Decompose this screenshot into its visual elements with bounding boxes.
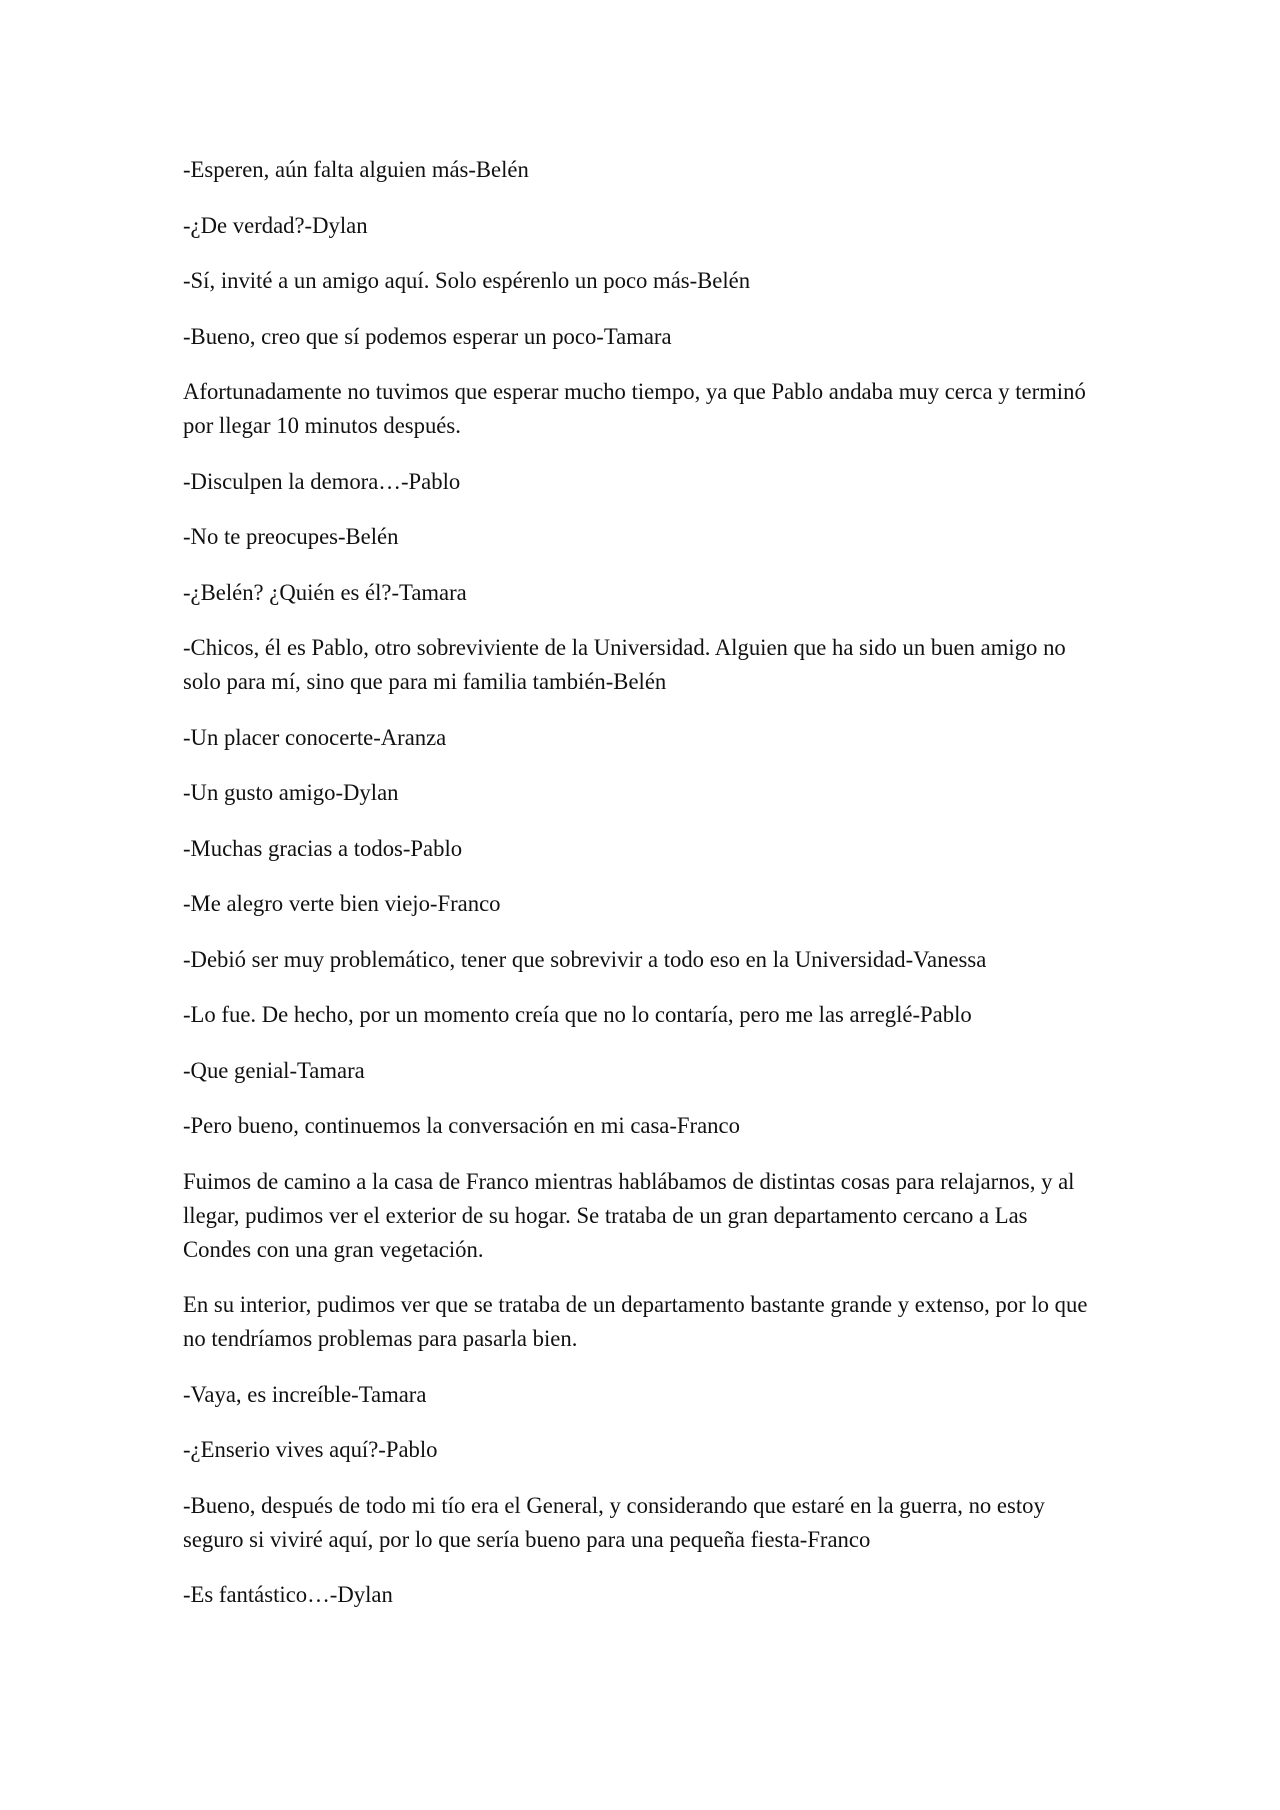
paragraph-dialogue-pablo: -¿Enserio vives aquí?-Pablo xyxy=(183,1437,438,1462)
paragraph-narration: Afortunadamente no tuvimos que esperar mucho tiempo, ya que Pablo andaba muy cerca y terminó por llegar 10 minutos después. xyxy=(183,379,1086,438)
paragraph-dialogue-aranza: -Un placer conocerte-Aranza xyxy=(183,724,447,750)
paragraph-dialogue-pablo: -Lo fue. De hecho, por un momento creía que no lo contaría, pero me las arreglé-Pablo xyxy=(183,1002,972,1027)
paragraph-dialogue-tamara: -Que genial-Tamara xyxy=(183,1057,365,1083)
paragraph-narration: Fuimos de camino a la casa de Franco mientras hablábamos de distintas cosas para relajarnos, y al llegar, pudimos ver el exterior de su hogar. Se trataba de un gran departamento cercano a Las Condes con una gran vegetación. xyxy=(183,1168,1075,1262)
paragraph-dialogue-vanessa: -Debió ser muy problemático, tener que sobrevivir a todo eso en la Universidad-Vanessa xyxy=(183,946,987,972)
paragraph-dialogue-belen: -No te preocupes-Belén xyxy=(183,524,399,549)
paragraph-dialogue-dylan: -Es fantástico…-Dylan xyxy=(183,1582,393,1607)
paragraph-dialogue-tamara: -Vaya, es increíble-Tamara xyxy=(183,1381,427,1407)
paragraph-dialogue-pablo: -Muchas gracias a todos-Pablo xyxy=(183,835,463,861)
paragraph-dialogue-belen: -Esperen, aún falta alguien más-Belén xyxy=(183,157,529,182)
paragraph-dialogue-dylan: -¿De verdad?-Dylan xyxy=(183,212,368,238)
paragraph-dialogue-pablo: -Disculpen la demora…-Pablo xyxy=(183,468,461,494)
paragraph-narration: En su interior, pudimos ver que se trataba de un departamento bastante grande y extenso, por lo que no tendríamos problemas para pasarla bien. xyxy=(183,1292,1088,1351)
paragraph-dialogue-franco: -Pero bueno, continuemos la conversación en mi casa-Franco xyxy=(183,1113,740,1138)
document-body xyxy=(183,153,1093,1634)
paragraph-dialogue-belen: -Chicos, él es Pablo, otro sobreviviente de la Universidad. Alguien que ha sido un buen amigo no solo para mí, sino que para mi familia también-Belén xyxy=(183,635,1066,694)
paragraph-dialogue-tamara: -¿Belén? ¿Quién es él?-Tamara xyxy=(183,579,467,605)
paragraph-dialogue-belen: -Sí, invité a un amigo aquí. Solo espérenlo un poco más-Belén xyxy=(183,268,751,293)
paragraph-dialogue-dylan: -Un gusto amigo-Dylan xyxy=(183,780,399,805)
paragraph-dialogue-franco: -Bueno, después de todo mi tío era el General, y considerando que estaré en la guerra, no estoy seguro si viviré aquí, por lo que sería bueno para una pequeña fiesta-Franco xyxy=(183,1492,1045,1552)
paragraph-dialogue-franco: -Me alegro verte bien viejo-Franco xyxy=(183,891,501,916)
paragraph-dialogue-tamara: -Bueno, creo que sí podemos esperar un poco-Tamara xyxy=(183,323,672,349)
